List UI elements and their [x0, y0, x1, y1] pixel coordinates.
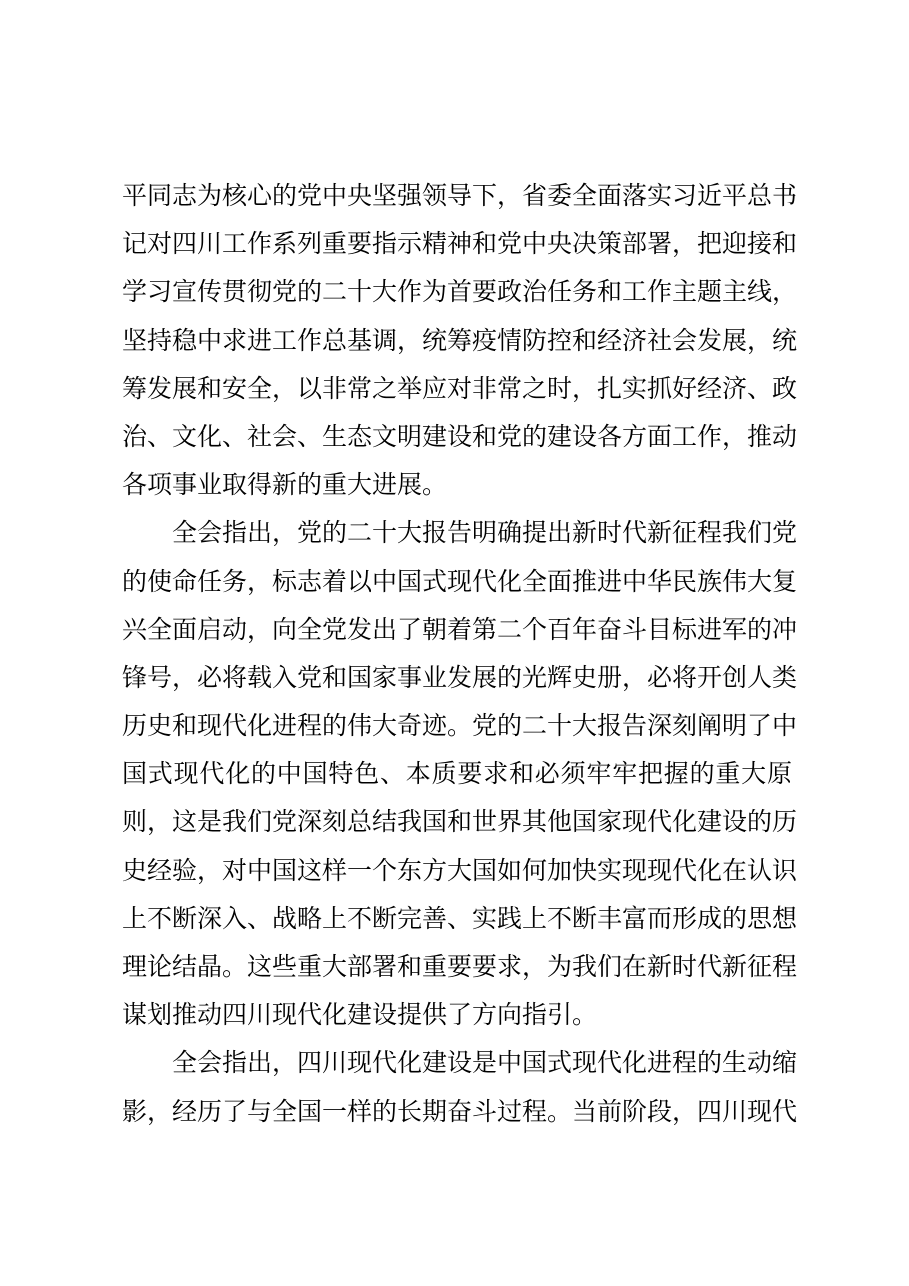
- text-line: 谋划推动四川现代化建设提供了方向指引。: [122, 1000, 598, 1030]
- text-line: 影，经历了与全国一样的长期奋斗过程。当前阶段，四川现代: [122, 1096, 798, 1126]
- text-line: 的使命任务，标志着以中国式现代化全面推进中华民族伟大复: [122, 566, 798, 596]
- text-line: 历史和现代化进程的伟大奇迹。党的二十大报告深刻阐明了中: [122, 711, 798, 741]
- text-line: 兴全面启动，向全党发出了朝着第二个百年奋斗目标进军的冲: [122, 614, 798, 644]
- text-line: 史经验，对中国这样一个东方大国如何加快实现现代化在认识: [122, 855, 798, 885]
- text-line: 全会指出，四川现代化建设是中国式现代化进程的生动缩: [172, 1048, 798, 1078]
- text-line: 筹发展和安全，以非常之举应对非常之时，扎实抓好经济、政: [122, 373, 798, 403]
- text-line: 记对四川工作系列重要指示精神和党中央决策部署，把迎接和: [122, 229, 798, 259]
- text-line: 学习宣传贯彻党的二十大作为首要政治任务和工作主题主线，: [122, 277, 798, 307]
- text-line: 理论结晶。这些重大部署和重要要求，为我们在新时代新征程: [122, 952, 798, 981]
- text-line: 各项事业取得新的重大进展。: [122, 470, 448, 500]
- text-line: 治、文化、社会、生态文明建设和党的建设各方面工作，推动: [122, 421, 798, 451]
- text-line: 坚持稳中求进工作总基调，统筹疫情防控和经济社会发展，统: [122, 325, 798, 355]
- text-line: 国式现代化的中国特色、本质要求和必须牢牢把握的重大原: [122, 759, 792, 789]
- text-line: 锋号，必将载入党和国家事业发展的光辉史册，必将开创人类: [122, 662, 798, 692]
- text-line: 则，这是我们党深刻总结我国和世界其他国家现代化建设的历: [122, 807, 798, 837]
- text-line: 全会指出，党的二十大报告明确提出新时代新征程我们党: [172, 518, 798, 548]
- text-line: 平同志为核心的党中央坚强领导下，省委全面落实习近平总书: [122, 181, 798, 210]
- document-body: [122, 172, 798, 1136]
- text-line: 上不断深入、战略上不断完善、实践上不断丰富而形成的思想: [122, 903, 798, 933]
